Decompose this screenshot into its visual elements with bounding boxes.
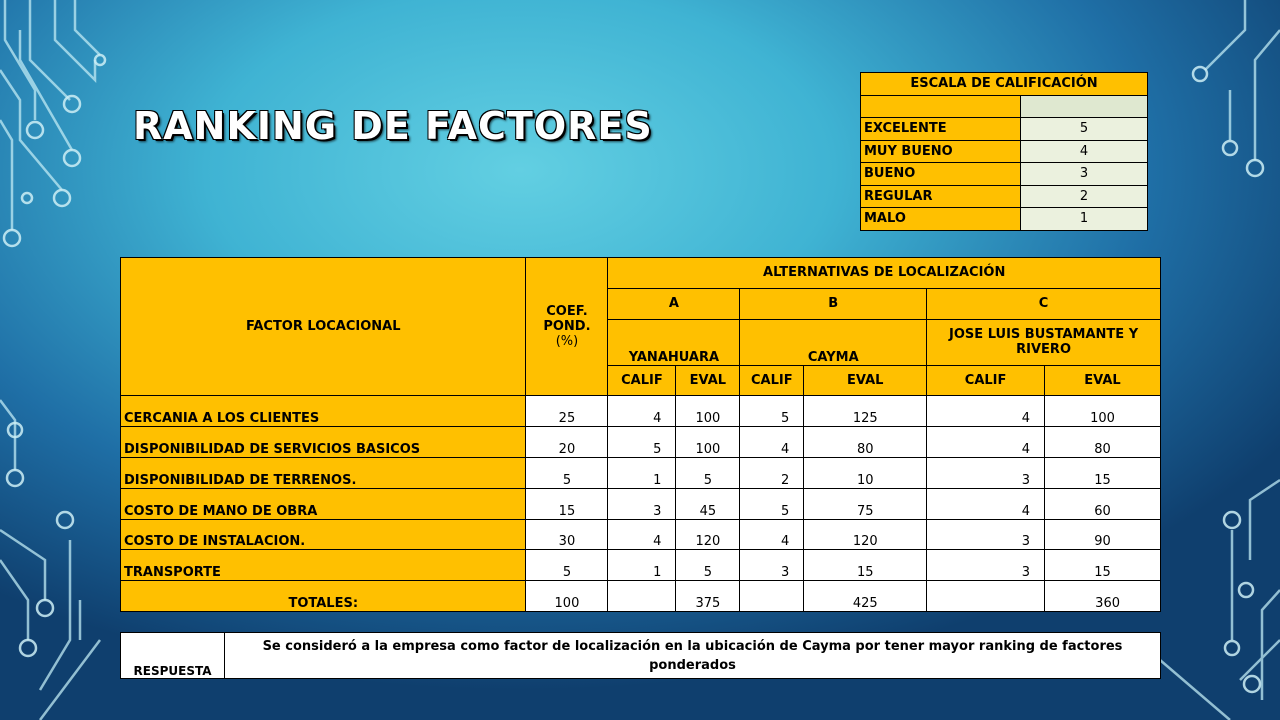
scale-label: REGULAR [861,185,1021,208]
coef-value: 20 [526,427,608,458]
factor-name: CERCANIA A LOS CLIENTES [121,396,526,427]
scale-label: EXCELENTE [861,118,1021,141]
coef-value: 25 [526,396,608,427]
b-eval: 120 [804,519,927,550]
b-calif: 5 [740,396,804,427]
coef-header-line1: COEF. [546,304,588,320]
coef-value: 5 [526,550,608,581]
c-calif: 3 [927,519,1045,550]
totals-b-calif [740,581,804,612]
scale-title: ESCALA DE CALIFICACIÓN [861,73,1148,96]
b-calif: 4 [740,519,804,550]
totals-b-eval: 425 [804,581,927,612]
totals-c-calif [927,581,1045,612]
table-row [121,550,1161,581]
a-eval: 5 [676,550,740,581]
a-calif: 5 [608,427,676,458]
totals-label: TOTALES: [121,581,526,612]
b-calif: 3 [740,550,804,581]
coef-header-line3: (%) [555,334,579,350]
scale-row [861,185,1148,208]
alternative-b-name: CAYMA [740,319,927,365]
c-eval: 100 [1045,396,1161,427]
scale-empty-value [1021,95,1148,118]
scale-value: 2 [1021,185,1148,208]
factor-name: COSTO DE INSTALACION. [121,519,526,550]
respuesta-box [120,632,1161,679]
b-calif: 4 [740,427,804,458]
coef-value: 15 [526,488,608,519]
alternative-b-letter: B [740,288,927,319]
calif-header-a: CALIF [608,365,676,396]
scale-row [861,208,1148,231]
eval-header-a: EVAL [676,365,740,396]
c-eval: 80 [1045,427,1161,458]
a-calif: 1 [608,457,676,488]
a-calif: 1 [608,550,676,581]
alternative-a-letter: A [608,288,740,319]
calif-header-c: CALIF [927,365,1045,396]
table-row [121,396,1161,427]
a-calif: 4 [608,519,676,550]
scale-label: MUY BUENO [861,140,1021,163]
c-calif: 4 [927,427,1045,458]
scale-row [861,140,1148,163]
respuesta-label: RESPUESTA [121,633,225,679]
totals-a-calif [608,581,676,612]
totals-row [121,581,1161,612]
b-eval: 125 [804,396,927,427]
scale-row [861,118,1148,141]
scale-value: 3 [1021,163,1148,186]
ranking-table [120,257,1161,612]
eval-header-b: EVAL [804,365,927,396]
page-title: RANKING DE FACTORES [133,104,653,148]
c-eval: 90 [1045,519,1161,550]
c-calif: 3 [927,457,1045,488]
factor-header: FACTOR LOCACIONAL [121,258,526,396]
rating-scale-table [860,72,1148,231]
calif-header-b: CALIF [740,365,804,396]
a-eval: 5 [676,457,740,488]
factor-name: TRANSPORTE [121,550,526,581]
scale-value: 4 [1021,140,1148,163]
b-eval: 15 [804,550,927,581]
alternative-c-name: JOSE LUIS BUSTAMANTE Y RIVERO [927,319,1161,365]
c-calif: 4 [927,488,1045,519]
c-calif: 4 [927,396,1045,427]
scale-label: MALO [861,208,1021,231]
table-row [121,427,1161,458]
coef-header [526,258,608,396]
alternative-a-name: YANAHUARA [608,319,740,365]
b-calif: 5 [740,488,804,519]
c-eval: 15 [1045,550,1161,581]
c-calif: 3 [927,550,1045,581]
a-calif: 4 [608,396,676,427]
totals-coef: 100 [526,581,608,612]
scale-empty-label [861,95,1021,118]
factor-name: DISPONIBILIDAD DE SERVICIOS BASICOS [121,427,526,458]
scale-row [861,163,1148,186]
c-eval: 15 [1045,457,1161,488]
totals-a-eval: 375 [676,581,740,612]
scale-value: 1 [1021,208,1148,231]
factor-name: COSTO DE MANO DE OBRA [121,488,526,519]
a-calif: 3 [608,488,676,519]
scale-value: 5 [1021,118,1148,141]
coef-value: 5 [526,457,608,488]
b-eval: 10 [804,457,927,488]
c-eval: 60 [1045,488,1161,519]
b-calif: 2 [740,457,804,488]
scale-label: BUENO [861,163,1021,186]
alternative-c-letter: C [927,288,1161,319]
table-row [121,519,1161,550]
a-eval: 45 [676,488,740,519]
coef-value: 30 [526,519,608,550]
b-eval: 75 [804,488,927,519]
a-eval: 120 [676,519,740,550]
coef-header-line2: POND. [543,319,591,335]
table-row [121,488,1161,519]
eval-header-c: EVAL [1045,365,1161,396]
totals-c-eval: 360 [1045,581,1161,612]
table-row [121,457,1161,488]
alternatives-header: ALTERNATIVAS DE LOCALIZACIÓN [608,258,1161,289]
factor-name: DISPONIBILIDAD DE TERRENOS. [121,457,526,488]
respuesta-text: Se consideró a la empresa como factor de localización en la ubicación de Cayma por tener mayor ranking de factores ponderados [225,633,1161,679]
a-eval: 100 [676,396,740,427]
a-eval: 100 [676,427,740,458]
b-eval: 80 [804,427,927,458]
